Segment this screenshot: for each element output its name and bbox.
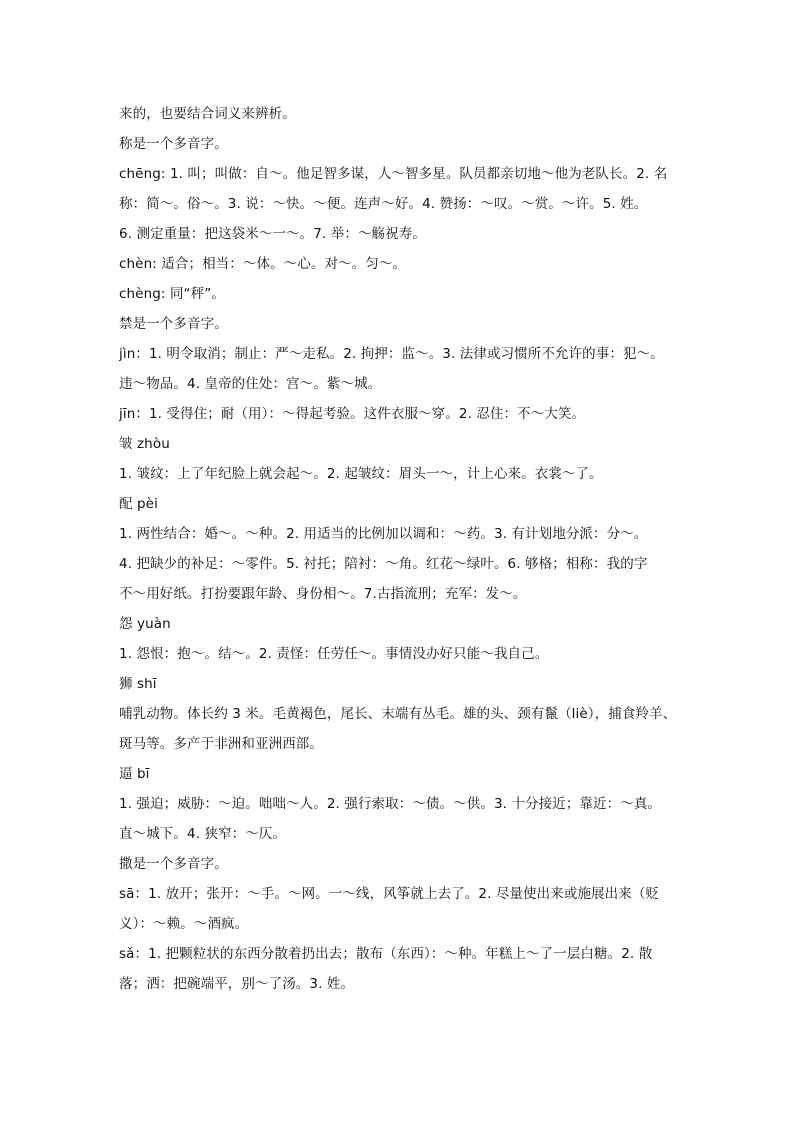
text-line: 违～物品。4. 皇帝的住处：宫～。紫～城。 xyxy=(119,376,382,392)
text-line: chēng: 1. 叫；叫做：自～。他足智多谋，人～智多星。队员都亲切地～他为老队长。2. 名 xyxy=(119,166,668,182)
text-line: 1. 两性结合：婚～。～种。2. 用适当的比例加以调和：～药。3. 有计划地分派：分～。 xyxy=(119,526,648,542)
text-line: 落；洒：把碗端平，别～了汤。3. 姓。 xyxy=(119,976,355,992)
entry-heading: 逼 bī xyxy=(119,766,150,782)
text-line: 撒是一个多音字。 xyxy=(119,856,228,872)
text-line: 1. 皱纹：上了年纪脸上就会起～。2. 起皱纹：眉头一～，计上心来。衣裳～了。 xyxy=(119,466,603,482)
text-line: 禁是一个多音字。 xyxy=(119,316,228,332)
text-line: 来的，也要结合词义来辨析。 xyxy=(119,106,296,122)
document-body xyxy=(119,99,689,999)
text-line: 6. 测定重量：把这袋米～一～。7. 举：～觞祝寿。 xyxy=(119,226,426,242)
text-line: 1. 强迫；威胁：～迫。咄咄～人。2. 强行索取：～债。～供。3. 十分接近；靠近：～真。 xyxy=(119,796,662,812)
entry-heading: 狮 shī xyxy=(119,676,157,692)
text-line: 称是一个多音字。 xyxy=(119,136,228,152)
text-line: 称：简～。俗～。3. 说：～快。～便。连声～好。4. 赞扬：～叹。～赏。～许。5. 姓。 xyxy=(119,196,648,212)
text-line: jìn：1. 明令取消；制止：严～走私。2. 拘押：监～。3. 法律或习惯所不允许的事：犯～。 xyxy=(119,346,664,362)
text-line: chèng: 同“秤”。 xyxy=(119,286,225,302)
text-line: 哺乳动物。体长约 3 米。毛黄褐色，尾长、末端有丛毛。雄的头、颈有鬣（liè），捕食羚羊、 xyxy=(119,706,677,722)
text-line: 直～城下。4. 狭窄：～仄。 xyxy=(119,826,287,842)
entry-heading: 皱 zhòu xyxy=(119,436,170,452)
text-line: 义）：～赖。～酒疯。 xyxy=(119,916,249,932)
text-line: chèn: 适合；相当：～体。～心。对～。匀～。 xyxy=(119,256,407,272)
text-line: sǎ：1. 把颗粒状的东西分散着扔出去；散布（东西）：～种。年糕上～了一层白糖。2. 散 xyxy=(119,946,653,962)
text-line: 不～用好纸。打扮要跟年龄、身份相～。7.古指流刑；充军：发～。 xyxy=(119,586,527,602)
text-line: 斑马等。多产于非洲和亚洲西部。 xyxy=(119,736,323,752)
text-line: jīn：1. 受得住；耐（用）：～得起考验。这件衣服～穿。2. 忍住：不～大笑。 xyxy=(119,406,586,422)
text-line: 4. 把缺少的补足：～零件。5. 衬托；陪衬：～角。红花～绿叶。6. 够格；相称：我的字 xyxy=(119,556,648,572)
entry-heading: 怨 yuàn xyxy=(119,616,171,632)
entry-heading: 配 pèi xyxy=(119,496,158,512)
text-line: sā：1. 放开；张开：～手。～网。一～线，风筝就上去了。2. 尽量使出来或施展出来（贬 xyxy=(119,886,660,902)
text-line: 1. 怨恨：抱～。结～。2. 责怪：任劳任～。事情没办好只能～我自己。 xyxy=(119,646,549,662)
